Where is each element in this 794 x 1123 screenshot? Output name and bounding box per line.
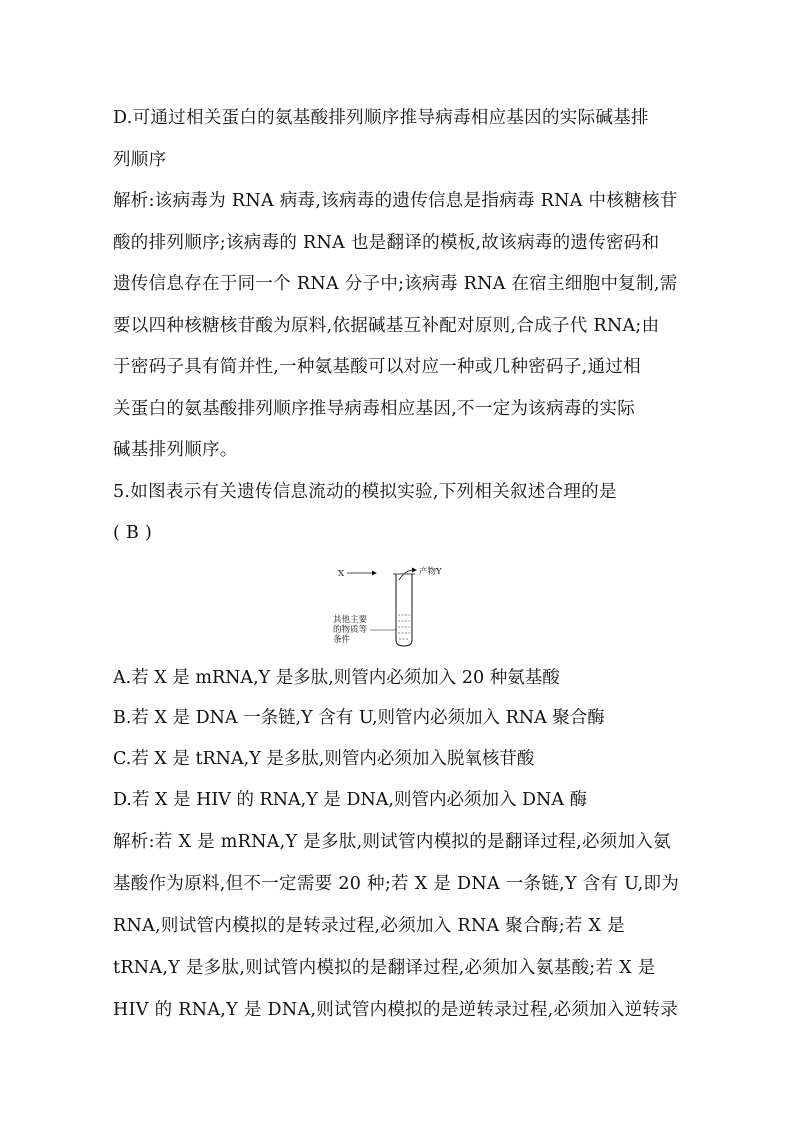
figure-label-y: 产物Y [419,567,442,577]
option-a: A.若 X 是 mRNA,Y 是多肽,则管内必须加入 20 种氨基酸 [113,668,560,688]
figure-label-side: 条件 [333,635,351,645]
analysis-line: HIV 的 RNA,Y 是 DNA,则试管内模拟的是逆转录过程,必须加入逆转录 [113,1000,679,1020]
text-line: 要以四种核糖核苷酸为原料,依据碱基互补配对原则,合成子代 RNA;由 [113,316,660,336]
text-line: 碱基排列顺序。 [113,440,238,460]
analysis-line: 基酸作为原料,但不一定需要 20 种;若 X 是 DNA 一条链,Y 含有 U,即为 [113,874,680,894]
text-line: 于密码子具有简并性,一种氨基酸可以对应一种或几种密码子,通过相 [113,357,641,377]
answer-bracket: ( B ) [113,523,153,543]
analysis-line: tRNA,Y 是多肽,则试管内模拟的是翻译过程,必须加入氨基酸;若 X 是 [113,958,656,978]
test-tube-figure [330,560,470,660]
text-line: 酸的排列顺序;该病毒的 RNA 也是翻译的模板,故该病毒的遗传密码和 [113,233,660,253]
figure-label-side: 其他主要 [333,615,368,625]
analysis-line: RNA,则试管内模拟的是转录过程,必须加入 RNA 聚合酶;若 X 是 [113,916,625,936]
test-tube [396,574,412,646]
option-d: D.若 X 是 HIV 的 RNA,Y 是 DNA,则管内必须加入 DNA 酶 [113,790,588,810]
figure-label-x: X [338,569,345,579]
text-line: 列顺序 [113,150,167,170]
figure-label-side: 的物质等 [333,625,368,635]
input-arrow-head [372,571,377,576]
option-c: C.若 X 是 tRNA,Y 是多肽,则管内必须加入脱氧核苷酸 [113,749,535,769]
question-stem: 5.如图表示有关遗传信息流动的模拟实验,下列相关叙述合理的是 [113,482,617,502]
text-line: D.可通过相关蛋白的氨基酸排列顺序推导病毒相应基因的实际碱基排 [113,108,649,128]
option-b: B.若 X 是 DNA 一条链,Y 含有 U,则管内必须加入 RNA 聚合酶 [113,708,605,728]
text-line: 关蛋白的氨基酸排列顺序推导病毒相应基因,不一定为该病毒的实际 [113,399,636,419]
analysis-line: 解析:若 X 是 mRNA,Y 是多肽,则试管内模拟的是翻译过程,必须加入氨 [113,832,671,852]
text-line: 解析:该病毒为 RNA 病毒,该病毒的遗传信息是指病毒 RNA 中核糖核苷 [113,191,678,211]
output-arrow-head [412,568,417,573]
text-line: 遗传信息存在于同一个 RNA 分子中;该病毒 RNA 在宿主细胞中复制,需 [113,274,678,294]
